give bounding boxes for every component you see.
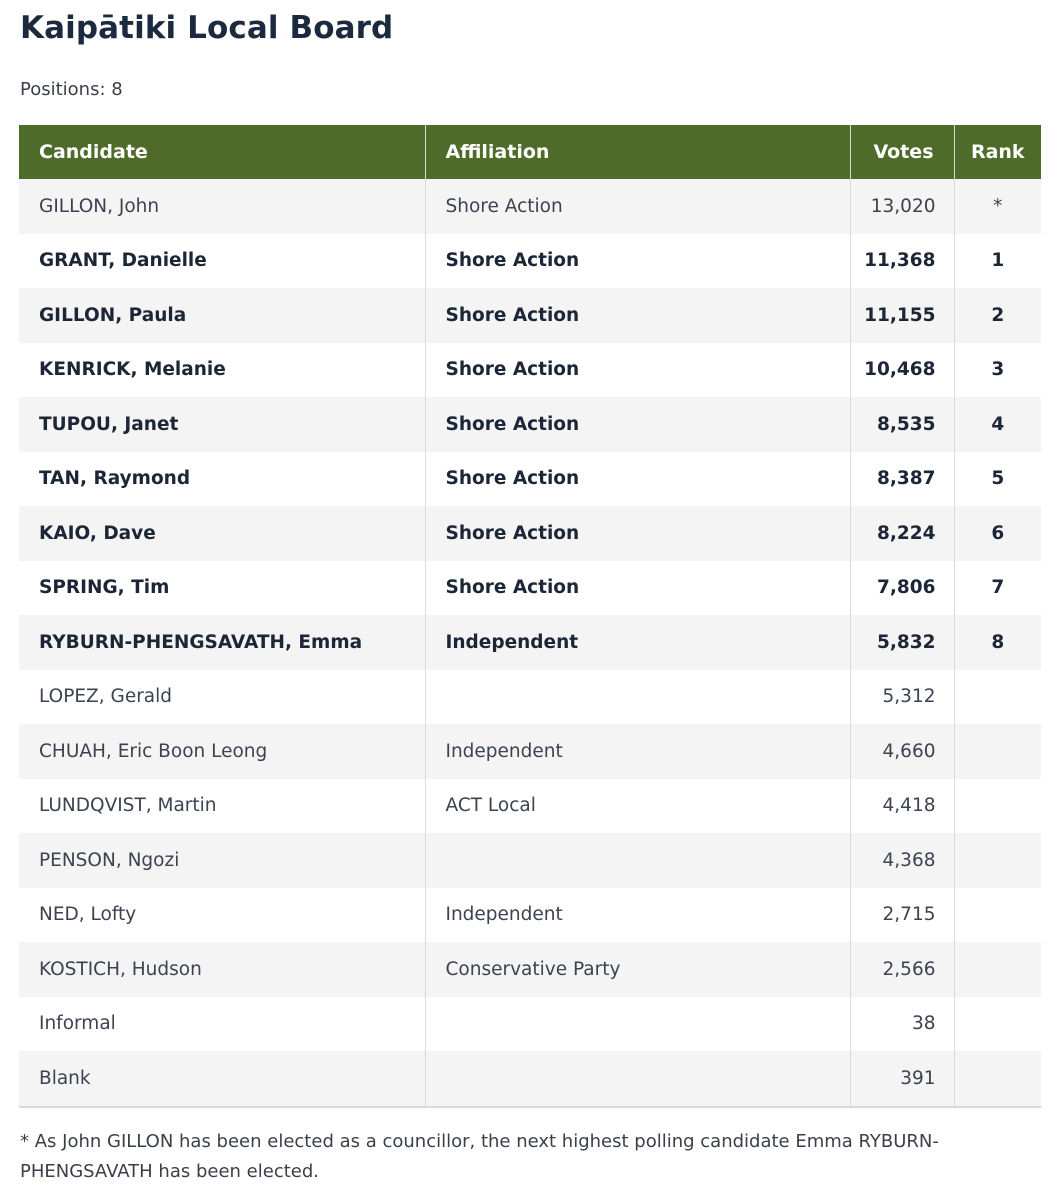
candidate-cell: Blank	[19, 1051, 425, 1107]
candidate-cell: KENRICK, Melanie	[19, 343, 425, 398]
header-affiliation: Affiliation	[425, 125, 850, 179]
table-row	[19, 452, 1041, 507]
rank-cell: 3	[954, 343, 1041, 398]
affiliation-cell: ACT Local	[425, 779, 850, 834]
candidate-cell: TUPOU, Janet	[19, 397, 425, 452]
candidate-cell: KAIO, Dave	[19, 506, 425, 561]
table-row	[19, 397, 1041, 452]
table-row	[19, 1051, 1041, 1107]
rank-cell: *	[954, 179, 1041, 234]
votes-cell: 11,155	[850, 288, 954, 343]
rank-cell	[954, 670, 1041, 725]
votes-cell: 8,387	[850, 452, 954, 507]
candidate-cell: GILLON, Paula	[19, 288, 425, 343]
candidate-cell: CHUAH, Eric Boon Leong	[19, 724, 425, 779]
rank-cell: 1	[954, 234, 1041, 289]
table-row	[19, 179, 1041, 234]
table-row	[19, 833, 1041, 888]
table-row	[19, 724, 1041, 779]
candidate-cell: LOPEZ, Gerald	[19, 670, 425, 725]
rank-cell: 8	[954, 615, 1041, 670]
rank-cell	[954, 779, 1041, 834]
candidate-cell: KOSTICH, Hudson	[19, 942, 425, 997]
candidate-cell: PENSON, Ngozi	[19, 833, 425, 888]
votes-cell: 2,566	[850, 942, 954, 997]
table-header	[19, 125, 1041, 179]
header-row	[19, 125, 1041, 179]
candidate-cell: GRANT, Danielle	[19, 234, 425, 289]
candidate-cell: Informal	[19, 997, 425, 1052]
votes-cell: 4,418	[850, 779, 954, 834]
affiliation-cell: Shore Action	[425, 343, 850, 398]
votes-cell: 391	[850, 1051, 954, 1107]
positions-count: Positions: 8	[20, 79, 123, 100]
table-row	[19, 615, 1041, 670]
table-body	[19, 179, 1041, 1107]
affiliation-cell: Shore Action	[425, 506, 850, 561]
votes-cell: 8,535	[850, 397, 954, 452]
candidate-cell: SPRING, Tim	[19, 561, 425, 616]
votes-cell: 38	[850, 997, 954, 1052]
candidate-cell: NED, Lofty	[19, 888, 425, 943]
affiliation-cell	[425, 670, 850, 725]
affiliation-cell	[425, 997, 850, 1052]
votes-cell: 10,468	[850, 343, 954, 398]
votes-cell: 2,715	[850, 888, 954, 943]
footnote: * As John GILLON has been elected as a councillor, the next highest polling candidate Emma RYBURN-PHENGSAVATH has been elected.	[20, 1131, 939, 1182]
candidate-cell: GILLON, John	[19, 179, 425, 234]
affiliation-cell: Independent	[425, 888, 850, 943]
affiliation-cell: Shore Action	[425, 452, 850, 507]
table-row	[19, 779, 1041, 834]
table-row	[19, 234, 1041, 289]
affiliation-cell: Conservative Party	[425, 942, 850, 997]
page-title: Kaipātiki Local Board	[20, 10, 394, 46]
affiliation-cell	[425, 1051, 850, 1107]
table-row	[19, 942, 1041, 997]
affiliation-cell: Shore Action	[425, 179, 850, 234]
header-rank: Rank	[954, 125, 1041, 179]
votes-cell: 7,806	[850, 561, 954, 616]
table-row	[19, 670, 1041, 725]
votes-cell: 5,832	[850, 615, 954, 670]
table-row	[19, 888, 1041, 943]
affiliation-cell: Shore Action	[425, 397, 850, 452]
affiliation-cell: Shore Action	[425, 561, 850, 616]
rank-cell	[954, 942, 1041, 997]
table-row	[19, 561, 1041, 616]
affiliation-cell: Shore Action	[425, 288, 850, 343]
rank-cell: 2	[954, 288, 1041, 343]
table-row	[19, 997, 1041, 1052]
affiliation-cell: Independent	[425, 615, 850, 670]
candidate-cell: RYBURN-PHENGSAVATH, Emma	[19, 615, 425, 670]
rank-cell	[954, 1051, 1041, 1107]
table-row	[19, 288, 1041, 343]
affiliation-cell: Shore Action	[425, 234, 850, 289]
table-row	[19, 506, 1041, 561]
votes-cell: 13,020	[850, 179, 954, 234]
rank-cell: 4	[954, 397, 1041, 452]
candidate-cell: LUNDQVIST, Martin	[19, 779, 425, 834]
votes-cell: 8,224	[850, 506, 954, 561]
votes-cell: 5,312	[850, 670, 954, 725]
affiliation-cell: Independent	[425, 724, 850, 779]
votes-cell: 11,368	[850, 234, 954, 289]
header-candidate: Candidate	[19, 125, 425, 179]
table-row	[19, 343, 1041, 398]
rank-cell: 7	[954, 561, 1041, 616]
results-table	[19, 125, 1041, 1108]
rank-cell	[954, 724, 1041, 779]
header-votes: Votes	[850, 125, 954, 179]
votes-cell: 4,660	[850, 724, 954, 779]
rank-cell	[954, 888, 1041, 943]
rank-cell	[954, 997, 1041, 1052]
rank-cell	[954, 833, 1041, 888]
rank-cell: 5	[954, 452, 1041, 507]
candidate-cell: TAN, Raymond	[19, 452, 425, 507]
votes-cell: 4,368	[850, 833, 954, 888]
rank-cell: 6	[954, 506, 1041, 561]
affiliation-cell	[425, 833, 850, 888]
